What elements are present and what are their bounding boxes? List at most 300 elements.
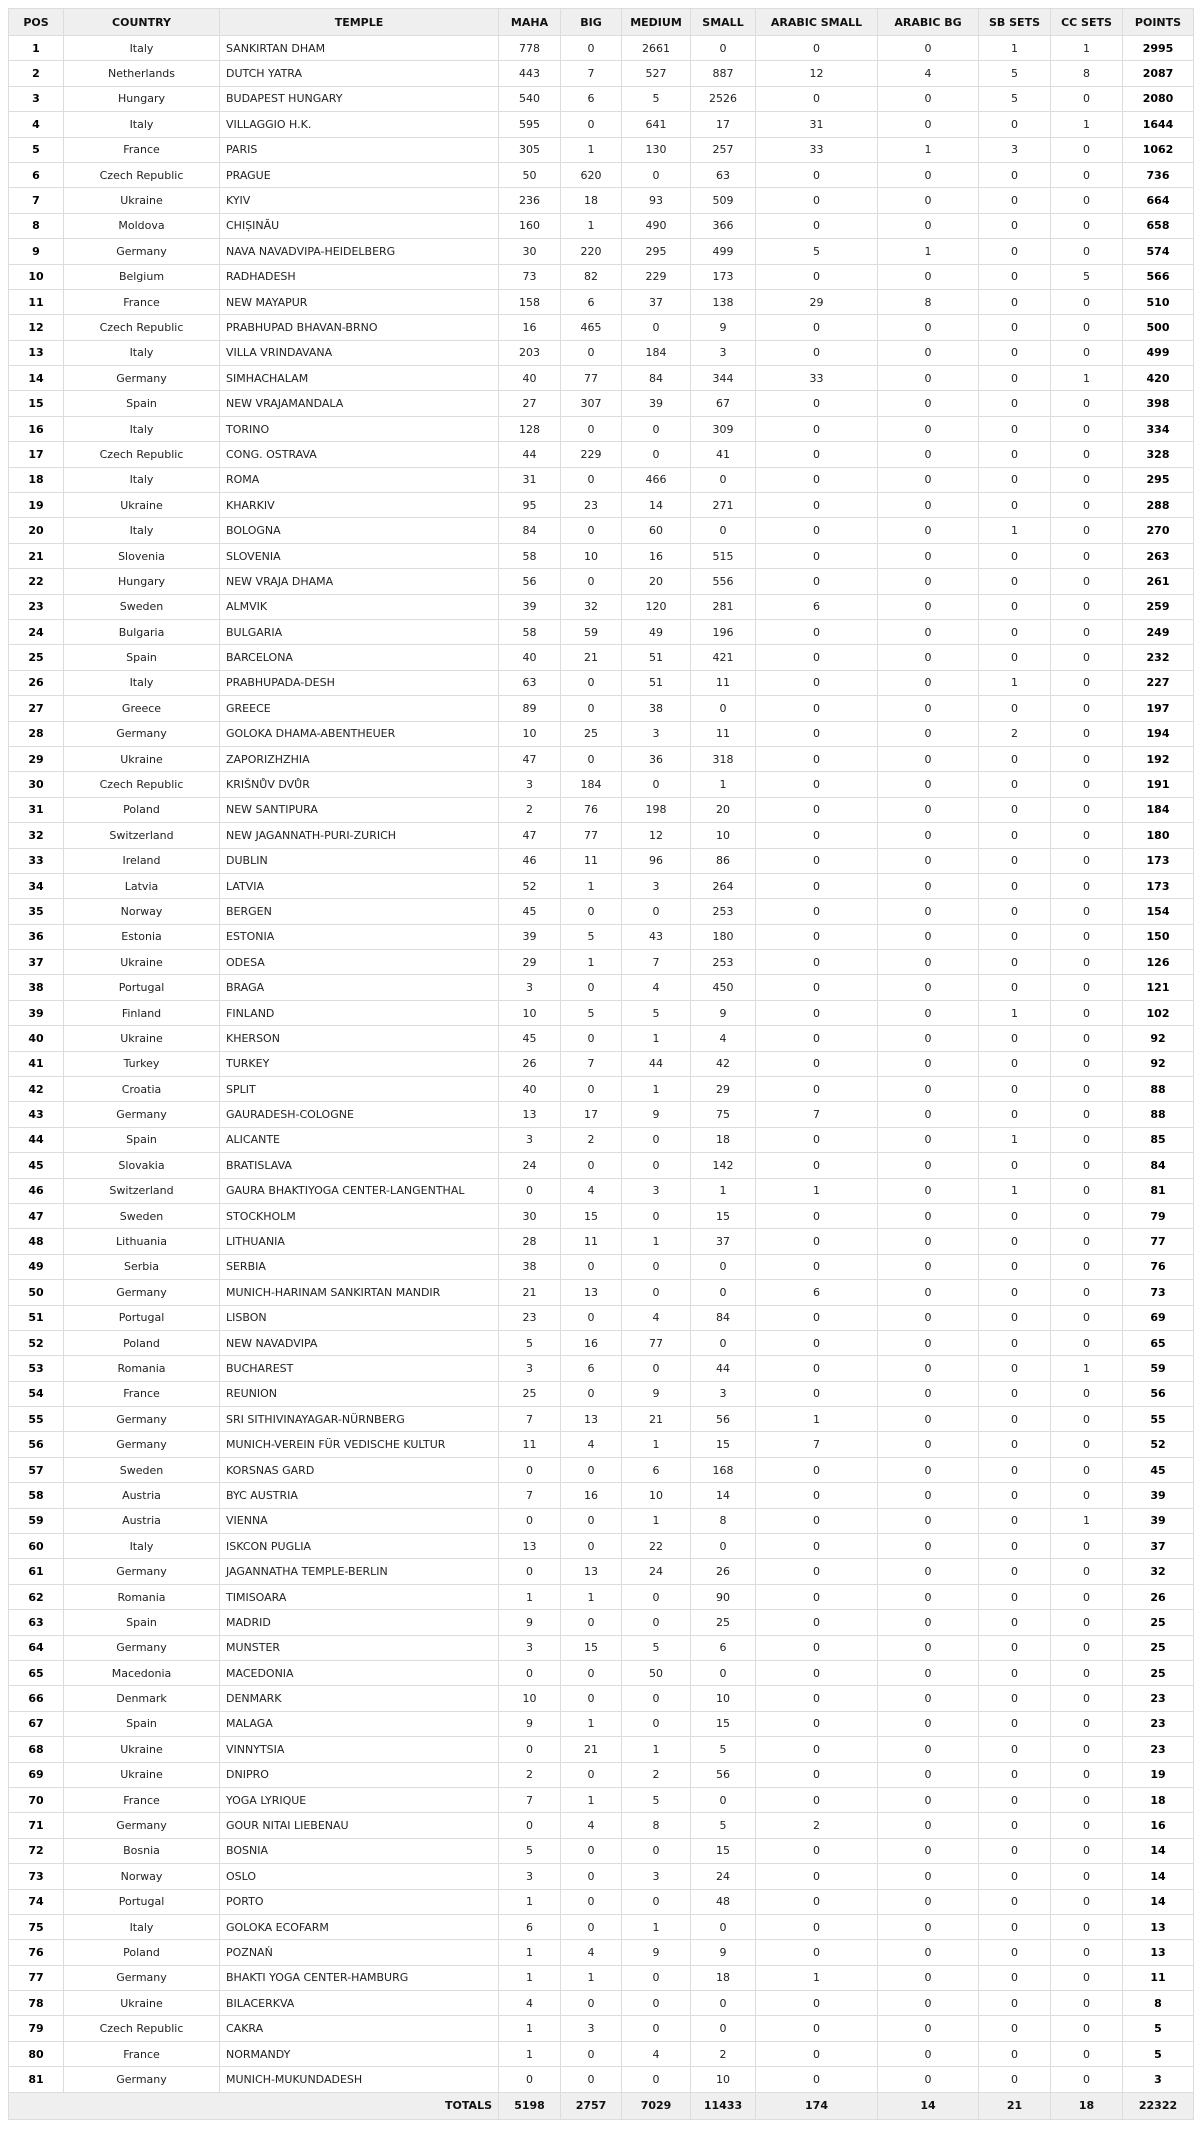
medium-cell: 39 [622, 391, 691, 416]
big-cell: 0 [561, 1914, 622, 1939]
medium-cell: 3 [622, 1864, 691, 1889]
arabic-small-cell: 0 [756, 518, 878, 543]
big-cell: 0 [561, 1762, 622, 1787]
small-cell: 4 [691, 1026, 756, 1051]
cc-sets-cell: 0 [1051, 823, 1123, 848]
cc-sets-cell: 0 [1051, 1407, 1123, 1432]
pos-cell: 62 [9, 1584, 64, 1609]
points-cell: 14 [1123, 1838, 1194, 1863]
table-row [9, 86, 1194, 111]
maha-cell: 0 [499, 1559, 561, 1584]
arabic-bg-cell: 8 [878, 289, 979, 314]
maha-cell: 10 [499, 1686, 561, 1711]
table-row [9, 315, 1194, 340]
sb-sets-cell: 0 [979, 1077, 1051, 1102]
cc-sets-cell: 0 [1051, 2016, 1123, 2041]
points-cell: 32 [1123, 1559, 1194, 1584]
big-cell: 0 [561, 1838, 622, 1863]
medium-cell: 5 [622, 1000, 691, 1025]
maha-cell: 30 [499, 239, 561, 264]
temple-cell: GOUR NITAI LIEBENAU [220, 1813, 499, 1838]
table-row [9, 1610, 1194, 1635]
country-cell: Latvia [64, 873, 220, 898]
points-cell: 14 [1123, 1889, 1194, 1914]
pos-cell: 32 [9, 823, 64, 848]
arabic-bg-cell: 0 [878, 1305, 979, 1330]
header-country: COUNTRY [64, 9, 220, 36]
maha-cell: 3 [499, 772, 561, 797]
table-row [9, 2016, 1194, 2041]
medium-cell: 36 [622, 746, 691, 771]
maha-cell: 0 [499, 1178, 561, 1203]
temple-cell: STOCKHOLM [220, 1203, 499, 1228]
sb-sets-cell: 0 [979, 1254, 1051, 1279]
temple-cell: KYIV [220, 188, 499, 213]
small-cell: 5 [691, 1737, 756, 1762]
table-row [9, 289, 1194, 314]
small-cell: 142 [691, 1153, 756, 1178]
arabic-small-cell: 0 [756, 950, 878, 975]
medium-cell: 130 [622, 137, 691, 162]
sb-sets-cell: 0 [979, 1153, 1051, 1178]
arabic-bg-cell: 0 [878, 518, 979, 543]
small-cell: 15 [691, 1203, 756, 1228]
pos-cell: 45 [9, 1153, 64, 1178]
table-row [9, 1381, 1194, 1406]
small-cell: 29 [691, 1077, 756, 1102]
arabic-small-cell: 0 [756, 162, 878, 187]
small-cell: 0 [691, 518, 756, 543]
maha-cell: 5 [499, 1838, 561, 1863]
small-cell: 887 [691, 61, 756, 86]
maha-cell: 3 [499, 1127, 561, 1152]
sb-sets-cell: 0 [979, 569, 1051, 594]
medium-cell: 466 [622, 467, 691, 492]
medium-cell: 295 [622, 239, 691, 264]
table-row [9, 2067, 1194, 2092]
maha-cell: 28 [499, 1229, 561, 1254]
arabic-bg-cell: 0 [878, 1203, 979, 1228]
big-cell: 0 [561, 1381, 622, 1406]
country-cell: Czech Republic [64, 442, 220, 467]
medium-cell: 7 [622, 950, 691, 975]
cc-sets-cell: 0 [1051, 416, 1123, 441]
table-row [9, 772, 1194, 797]
points-cell: 574 [1123, 239, 1194, 264]
sb-sets-cell: 0 [979, 645, 1051, 670]
arabic-bg-cell: 0 [878, 1686, 979, 1711]
country-cell: Spain [64, 1127, 220, 1152]
medium-cell: 20 [622, 569, 691, 594]
sb-sets-cell: 0 [979, 1914, 1051, 1939]
temple-cell: OSLO [220, 1864, 499, 1889]
small-cell: 17 [691, 112, 756, 137]
temple-cell: REUNION [220, 1381, 499, 1406]
medium-cell: 229 [622, 264, 691, 289]
arabic-bg-cell: 0 [878, 1356, 979, 1381]
pos-cell: 12 [9, 315, 64, 340]
country-cell: Germany [64, 1102, 220, 1127]
table-row [9, 1026, 1194, 1051]
medium-cell: 0 [622, 899, 691, 924]
arabic-bg-cell: 0 [878, 721, 979, 746]
cc-sets-cell: 0 [1051, 1077, 1123, 1102]
pos-cell: 66 [9, 1686, 64, 1711]
arabic-small-cell: 29 [756, 289, 878, 314]
big-cell: 1 [561, 213, 622, 238]
sb-sets-cell: 0 [979, 1762, 1051, 1787]
cc-sets-cell: 0 [1051, 1127, 1123, 1152]
temple-cell: BOLOGNA [220, 518, 499, 543]
temple-cell: ESTONIA [220, 924, 499, 949]
medium-cell: 0 [622, 2016, 691, 2041]
table-row [9, 1407, 1194, 1432]
header-row [9, 9, 1194, 36]
cc-sets-cell: 0 [1051, 213, 1123, 238]
sb-sets-cell: 5 [979, 61, 1051, 86]
table-row [9, 518, 1194, 543]
pos-cell: 18 [9, 467, 64, 492]
sb-sets-cell: 0 [979, 1813, 1051, 1838]
cc-sets-cell: 0 [1051, 670, 1123, 695]
totals-big: 2757 [561, 2092, 622, 2119]
points-cell: 77 [1123, 1229, 1194, 1254]
temple-cell: VILLAGGIO H.K. [220, 112, 499, 137]
pos-cell: 28 [9, 721, 64, 746]
cc-sets-cell: 0 [1051, 1051, 1123, 1076]
cc-sets-cell: 0 [1051, 493, 1123, 518]
temple-cell: PORTO [220, 1889, 499, 1914]
sb-sets-cell: 1 [979, 1178, 1051, 1203]
points-cell: 2995 [1123, 36, 1194, 61]
pos-cell: 74 [9, 1889, 64, 1914]
sb-sets-cell: 1 [979, 1000, 1051, 1025]
sb-sets-cell: 0 [979, 873, 1051, 898]
points-cell: 227 [1123, 670, 1194, 695]
country-cell: Switzerland [64, 1178, 220, 1203]
big-cell: 307 [561, 391, 622, 416]
cc-sets-cell: 0 [1051, 696, 1123, 721]
country-cell: Germany [64, 239, 220, 264]
arabic-bg-cell: 1 [878, 239, 979, 264]
totals-label: TOTALS [9, 2092, 499, 2119]
cc-sets-cell: 0 [1051, 1737, 1123, 1762]
maha-cell: 3 [499, 975, 561, 1000]
sb-sets-cell: 0 [979, 1534, 1051, 1559]
arabic-small-cell: 0 [756, 543, 878, 568]
big-cell: 229 [561, 442, 622, 467]
country-cell: Portugal [64, 1889, 220, 1914]
arabic-bg-cell: 0 [878, 1940, 979, 1965]
table-row [9, 1280, 1194, 1305]
maha-cell: 39 [499, 924, 561, 949]
country-cell: Italy [64, 36, 220, 61]
pos-cell: 47 [9, 1203, 64, 1228]
maha-cell: 50 [499, 162, 561, 187]
big-cell: 77 [561, 366, 622, 391]
big-cell: 1 [561, 1711, 622, 1736]
arabic-bg-cell: 0 [878, 823, 979, 848]
country-cell: Estonia [64, 924, 220, 949]
country-cell: Slovenia [64, 543, 220, 568]
big-cell: 21 [561, 645, 622, 670]
points-cell: 25 [1123, 1661, 1194, 1686]
sb-sets-cell: 0 [979, 924, 1051, 949]
table-row [9, 1686, 1194, 1711]
pos-cell: 35 [9, 899, 64, 924]
points-cell: 52 [1123, 1432, 1194, 1457]
table-row [9, 1457, 1194, 1482]
medium-cell: 0 [622, 1686, 691, 1711]
country-cell: Spain [64, 1610, 220, 1635]
medium-cell: 3 [622, 873, 691, 898]
arabic-small-cell: 0 [756, 1762, 878, 1787]
arabic-bg-cell: 0 [878, 1661, 979, 1686]
maha-cell: 23 [499, 1305, 561, 1330]
temple-cell: ODESA [220, 950, 499, 975]
cc-sets-cell: 0 [1051, 1000, 1123, 1025]
cc-sets-cell: 0 [1051, 924, 1123, 949]
points-cell: 39 [1123, 1483, 1194, 1508]
sb-sets-cell: 0 [979, 188, 1051, 213]
arabic-small-cell: 0 [756, 1940, 878, 1965]
arabic-bg-cell: 0 [878, 1914, 979, 1939]
small-cell: 86 [691, 848, 756, 873]
small-cell: 318 [691, 746, 756, 771]
country-cell: Hungary [64, 86, 220, 111]
arabic-bg-cell: 0 [878, 1077, 979, 1102]
arabic-bg-cell: 0 [878, 1051, 979, 1076]
pos-cell: 33 [9, 848, 64, 873]
country-cell: Sweden [64, 1457, 220, 1482]
table-row [9, 366, 1194, 391]
table-row [9, 823, 1194, 848]
arabic-bg-cell: 0 [878, 264, 979, 289]
points-cell: 92 [1123, 1026, 1194, 1051]
small-cell: 515 [691, 543, 756, 568]
pos-cell: 10 [9, 264, 64, 289]
medium-cell: 1 [622, 1914, 691, 1939]
points-cell: 288 [1123, 493, 1194, 518]
maha-cell: 13 [499, 1102, 561, 1127]
cc-sets-cell: 0 [1051, 950, 1123, 975]
big-cell: 0 [561, 1153, 622, 1178]
big-cell: 0 [561, 1686, 622, 1711]
big-cell: 4 [561, 1432, 622, 1457]
sb-sets-cell: 0 [979, 1965, 1051, 1990]
arabic-small-cell: 1 [756, 1178, 878, 1203]
points-cell: 2087 [1123, 61, 1194, 86]
sb-sets-cell: 0 [979, 289, 1051, 314]
medium-cell: 0 [622, 1203, 691, 1228]
small-cell: 26 [691, 1559, 756, 1584]
medium-cell: 44 [622, 1051, 691, 1076]
points-cell: 420 [1123, 366, 1194, 391]
temple-cell: CAKRA [220, 2016, 499, 2041]
arabic-small-cell: 0 [756, 86, 878, 111]
table-row [9, 1330, 1194, 1355]
medium-cell: 2 [622, 1762, 691, 1787]
arabic-small-cell: 0 [756, 645, 878, 670]
temple-cell: NEW JAGANNATH-PURI-ZURICH [220, 823, 499, 848]
pos-cell: 53 [9, 1356, 64, 1381]
country-cell: Germany [64, 366, 220, 391]
country-cell: Poland [64, 1940, 220, 1965]
temple-cell: PRABHUPADA-DESH [220, 670, 499, 695]
country-cell: Austria [64, 1483, 220, 1508]
small-cell: 90 [691, 1584, 756, 1609]
medium-cell: 77 [622, 1330, 691, 1355]
cc-sets-cell: 5 [1051, 264, 1123, 289]
small-cell: 18 [691, 1127, 756, 1152]
table-row [9, 1711, 1194, 1736]
arabic-small-cell: 0 [756, 1787, 878, 1812]
temple-cell: KRIŠNŮV DVŮR [220, 772, 499, 797]
temple-cell: BUCHAREST [220, 1356, 499, 1381]
country-cell: Germany [64, 1559, 220, 1584]
big-cell: 0 [561, 746, 622, 771]
arabic-small-cell: 0 [756, 2016, 878, 2041]
points-cell: 8 [1123, 1991, 1194, 2016]
maha-cell: 3 [499, 1356, 561, 1381]
sb-sets-cell: 0 [979, 1737, 1051, 1762]
table-row [9, 619, 1194, 644]
sb-sets-cell: 0 [979, 797, 1051, 822]
arabic-bg-cell: 0 [878, 1026, 979, 1051]
arabic-small-cell: 0 [756, 1305, 878, 1330]
pos-cell: 55 [9, 1407, 64, 1432]
arabic-bg-cell: 0 [878, 1330, 979, 1355]
country-cell: Netherlands [64, 61, 220, 86]
maha-cell: 47 [499, 746, 561, 771]
small-cell: 15 [691, 1711, 756, 1736]
sb-sets-cell: 0 [979, 315, 1051, 340]
small-cell: 10 [691, 1686, 756, 1711]
big-cell: 6 [561, 1356, 622, 1381]
header-temple: TEMPLE [220, 9, 499, 36]
points-cell: 658 [1123, 213, 1194, 238]
big-cell: 25 [561, 721, 622, 746]
arabic-bg-cell: 0 [878, 1559, 979, 1584]
arabic-bg-cell: 0 [878, 493, 979, 518]
sb-sets-cell: 0 [979, 1051, 1051, 1076]
header-pos: POS [9, 9, 64, 36]
points-cell: 102 [1123, 1000, 1194, 1025]
temple-cell: SANKIRTAN DHAM [220, 36, 499, 61]
arabic-small-cell: 0 [756, 1051, 878, 1076]
cc-sets-cell: 0 [1051, 1203, 1123, 1228]
medium-cell: 0 [622, 1584, 691, 1609]
temple-cell: GREECE [220, 696, 499, 721]
small-cell: 10 [691, 823, 756, 848]
arabic-small-cell: 6 [756, 594, 878, 619]
table-row [9, 1178, 1194, 1203]
arabic-bg-cell: 0 [878, 1991, 979, 2016]
points-cell: 173 [1123, 848, 1194, 873]
sb-sets-cell: 0 [979, 950, 1051, 975]
maha-cell: 0 [499, 1661, 561, 1686]
pos-cell: 34 [9, 873, 64, 898]
maha-cell: 25 [499, 1381, 561, 1406]
arabic-small-cell: 0 [756, 1991, 878, 2016]
cc-sets-cell: 0 [1051, 2041, 1123, 2066]
pos-cell: 27 [9, 696, 64, 721]
sb-sets-cell: 0 [979, 1102, 1051, 1127]
medium-cell: 0 [622, 1280, 691, 1305]
arabic-small-cell: 0 [756, 772, 878, 797]
points-cell: 736 [1123, 162, 1194, 187]
big-cell: 0 [561, 416, 622, 441]
medium-cell: 96 [622, 848, 691, 873]
arabic-small-cell: 1 [756, 1407, 878, 1432]
table-row [9, 213, 1194, 238]
sb-sets-cell: 2 [979, 721, 1051, 746]
arabic-small-cell: 0 [756, 1026, 878, 1051]
cc-sets-cell: 0 [1051, 1229, 1123, 1254]
arabic-small-cell: 0 [756, 696, 878, 721]
sb-sets-cell: 0 [979, 1432, 1051, 1457]
arabic-bg-cell: 0 [878, 950, 979, 975]
arabic-bg-cell: 0 [878, 2041, 979, 2066]
maha-cell: 9 [499, 1610, 561, 1635]
sb-sets-cell: 0 [979, 1229, 1051, 1254]
temple-cell: NEW MAYAPUR [220, 289, 499, 314]
country-cell: Czech Republic [64, 772, 220, 797]
arabic-small-cell: 0 [756, 1914, 878, 1939]
pos-cell: 63 [9, 1610, 64, 1635]
header-maha: MAHA [499, 9, 561, 36]
sb-sets-cell: 0 [979, 391, 1051, 416]
medium-cell: 0 [622, 772, 691, 797]
temple-cell: BRAGA [220, 975, 499, 1000]
arabic-bg-cell: 0 [878, 1254, 979, 1279]
cc-sets-cell: 0 [1051, 1940, 1123, 1965]
arabic-small-cell: 0 [756, 2041, 878, 2066]
country-cell: Czech Republic [64, 315, 220, 340]
maha-cell: 26 [499, 1051, 561, 1076]
small-cell: 24 [691, 1864, 756, 1889]
pos-cell: 73 [9, 1864, 64, 1889]
table-row [9, 1991, 1194, 2016]
cc-sets-cell: 0 [1051, 1711, 1123, 1736]
points-cell: 197 [1123, 696, 1194, 721]
arabic-bg-cell: 0 [878, 1407, 979, 1432]
sb-sets-cell: 0 [979, 1610, 1051, 1635]
standings-table [8, 8, 1194, 2120]
country-cell: Macedonia [64, 1661, 220, 1686]
maha-cell: 95 [499, 493, 561, 518]
arabic-small-cell: 0 [756, 1661, 878, 1686]
maha-cell: 7 [499, 1483, 561, 1508]
temple-cell: DUBLIN [220, 848, 499, 873]
cc-sets-cell: 0 [1051, 1102, 1123, 1127]
arabic-small-cell: 0 [756, 721, 878, 746]
arabic-bg-cell: 4 [878, 61, 979, 86]
arabic-bg-cell: 0 [878, 112, 979, 137]
arabic-bg-cell: 0 [878, 2067, 979, 2092]
maha-cell: 0 [499, 1737, 561, 1762]
temple-cell: SERBIA [220, 1254, 499, 1279]
table-row [9, 416, 1194, 441]
arabic-bg-cell: 0 [878, 1737, 979, 1762]
cc-sets-cell: 0 [1051, 1965, 1123, 1990]
country-cell: Ukraine [64, 1737, 220, 1762]
sb-sets-cell: 0 [979, 264, 1051, 289]
temple-cell: KHARKIV [220, 493, 499, 518]
big-cell: 465 [561, 315, 622, 340]
big-cell: 1 [561, 873, 622, 898]
temple-cell: JAGANNATHA TEMPLE-BERLIN [220, 1559, 499, 1584]
